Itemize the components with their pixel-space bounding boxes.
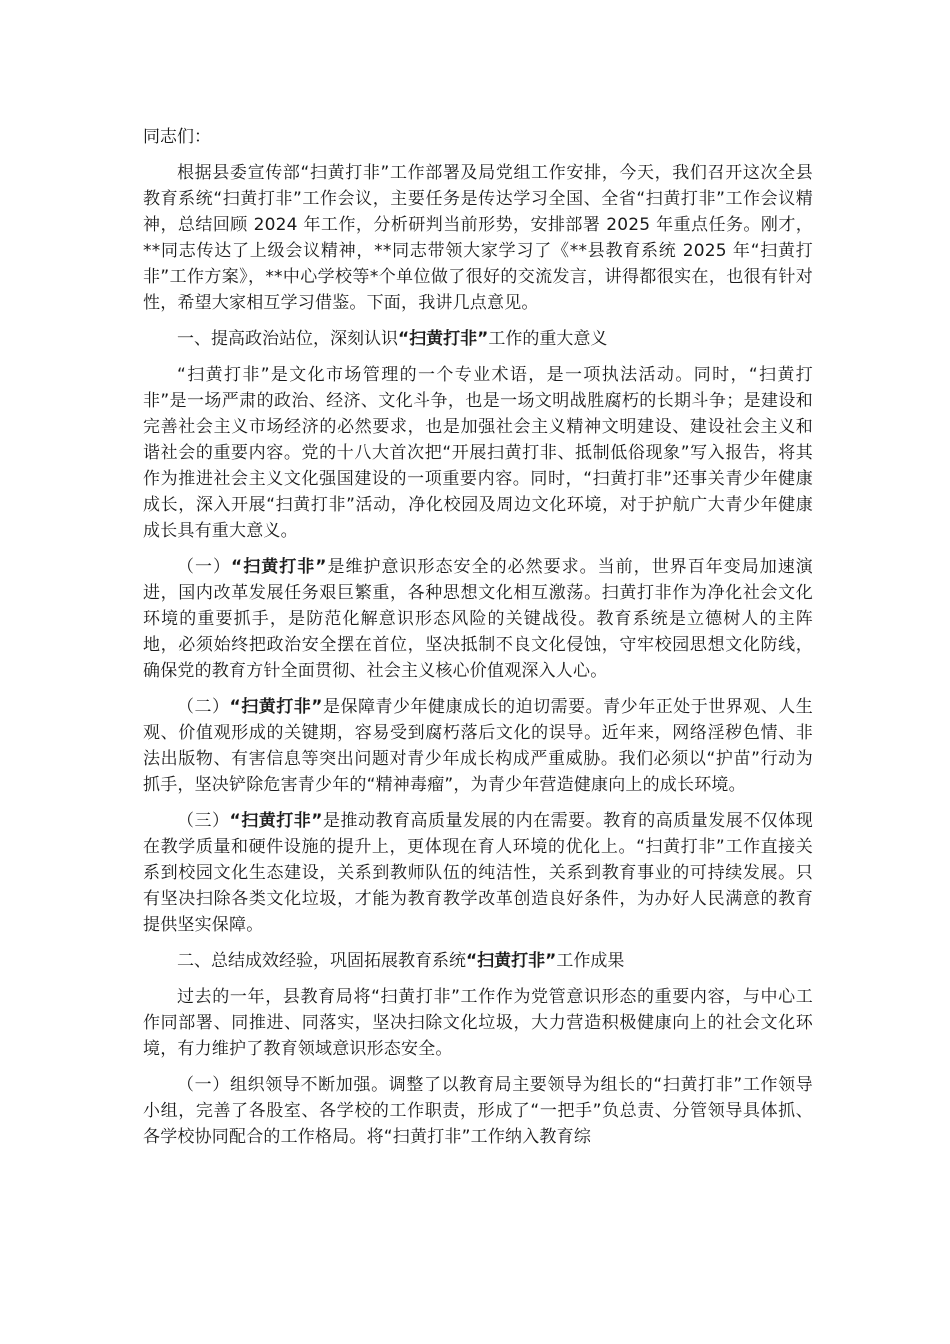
intro-paragraph: 根据县委宣传部“扫黄打非”工作部署及局党组工作安排，今天，我们召开这次全县教育系统“扫黄打非”工作会议，主要任务是传达学习全国、全省“扫黄打非”工作会议精神，总结回顾 2024 年工作，分析研判当前形势，安排部署 2025 年重点任务。刚才，**同志传达了上级会议精神，**同志带领大家学习了《**县教育系统 2025 年“扫黄打非”工作方案》，**中心学校等*个单位做了很好的交流发言，讲得都很实在，也很有针对性，希望大家相互学习借鉴。下面，我讲几点意见。 <box>143 163 813 313</box>
section-2-item-1-lead: 组织领导不断加强。 <box>229 1075 389 1095</box>
section-1-item-2 <box>143 694 813 798</box>
section-1-heading-suffix: 工作的重大意义 <box>488 329 608 349</box>
section-2-heading-suffix: 工作成果 <box>556 951 625 971</box>
section-1-item-2-body: 青少年正处于世界观、人生观、价值观形成的关键期，容易受到腐朽落后文化的误导。近年来，网络淫秽色情、非法出版物、有害信息等突出问题对青少年成长构成严重威胁。我们必须以“护苗”行动为抓手，坚决铲除危害青少年的“精神毒瘤”，为青少年营造健康向上的成长环境。 <box>143 697 814 795</box>
section-1-item-2-lead-rest: 是保障青少年健康成长的迫切需要。 <box>322 697 604 717</box>
section-2-body: 过去的一年，县教育局将“扫黄打非”工作作为党管意识形态的重要内容，与中心工作同部署、同推进、同落实，坚决扫除文化垃圾，大力营造积极健康向上的社会文化环境，有力维护了教育领域意识形态安全。 <box>143 987 813 1059</box>
section-1-heading-bold: “扫黄打非” <box>398 329 489 349</box>
section-1-heading <box>143 326 813 352</box>
section-1-heading-prefix: 一、提高政治站位，深刻认识 <box>177 329 398 349</box>
section-2-item-1-prefix: （一） <box>177 1075 230 1095</box>
document-body <box>143 124 813 1160</box>
section-2-item-1-body: 调整了以教育局主要领导为组长的“扫黄打非”工作领导小组，完善了各股室、各学校的工作职责，形成了“一把手”负总责、分管领导具体抓、各学校协同配合的工作格局。将“扫黄打非”工作纳入教育综 <box>143 1075 813 1147</box>
greeting: 同志们： <box>143 127 211 147</box>
section-1-item-2-prefix: （二） <box>177 697 230 717</box>
section-1-item-1-body: 当前，世界百年变局加速演进，国内改革发展任务艰巨繁重，各种思想文化相互激荡。扫黄打非作为净化社会文化环境的重要抓手，是防范化解意识形态风险的关键战役。教育系统是立德树人的主阵地，必须始终把政治安全摆在首位，坚决抵制不良文化侵蚀，守牢校园思想文化防线，确保党的教育方针全面贯彻、社会主义核心价值观深入人心。 <box>143 557 813 681</box>
section-1-item-3 <box>143 808 813 938</box>
section-2-heading-prefix: 二、总结成效经验，巩固拓展教育系统 <box>177 951 466 971</box>
section-1-item-1-lead-rest: 是维护意识形态安全的必然要求。 <box>326 557 598 577</box>
section-2-item-1 <box>143 1072 813 1150</box>
section-1-item-2-lead-bold: “扫黄打非” <box>229 697 323 717</box>
section-1-item-3-lead-bold: “扫黄打非” <box>229 811 323 831</box>
section-1-item-3-lead-rest: 是推动教育高质量发展的内在需要。 <box>322 811 604 831</box>
section-2-heading <box>143 948 813 974</box>
section-1-item-3-body: 教育的高质量发展不仅体现在教学质量和硬件设施的提升上，更体现在育人环境的优化上。“扫黄打非”工作直接关系到校园文化生态建设，关系到教师队伍的纯洁性，关系到教育事业的可持续发展。只有坚决扫除各类文化垃圾，才能为教育教学改革创造良好条件，为办好人民满意的教育提供坚实保障。 <box>143 811 814 935</box>
section-1-item-3-prefix: （三） <box>177 811 230 831</box>
section-1-item-1 <box>143 554 813 684</box>
section-1-body: “扫黄打非”是文化市场管理的一个专业术语，是一项执法活动。同时，“扫黄打非”是一场严肃的政治、经济、文化斗争，也是一场文明战胜腐朽的长期斗争；是建设和完善社会主义市场经济的必然要求，也是加强社会主义精神文明建设、建设社会主义和谐社会的重要内容。党的十八大首次把“开展扫黄打非、抵制低俗现象”写入报告，将其作为推进社会主义文化强国建设的一项重要内容。同时，“扫黄打非”还事关青少年健康成长，深入开展“扫黄打非”活动，净化校园及周边文化环境，对于护航广大青少年健康成长具有重大意义。 <box>143 365 813 541</box>
section-1-item-1-prefix: （一） <box>177 557 232 577</box>
section-1-item-1-lead-bold: “扫黄打非” <box>231 557 327 577</box>
section-2-heading-bold: “扫黄打非” <box>466 951 557 971</box>
